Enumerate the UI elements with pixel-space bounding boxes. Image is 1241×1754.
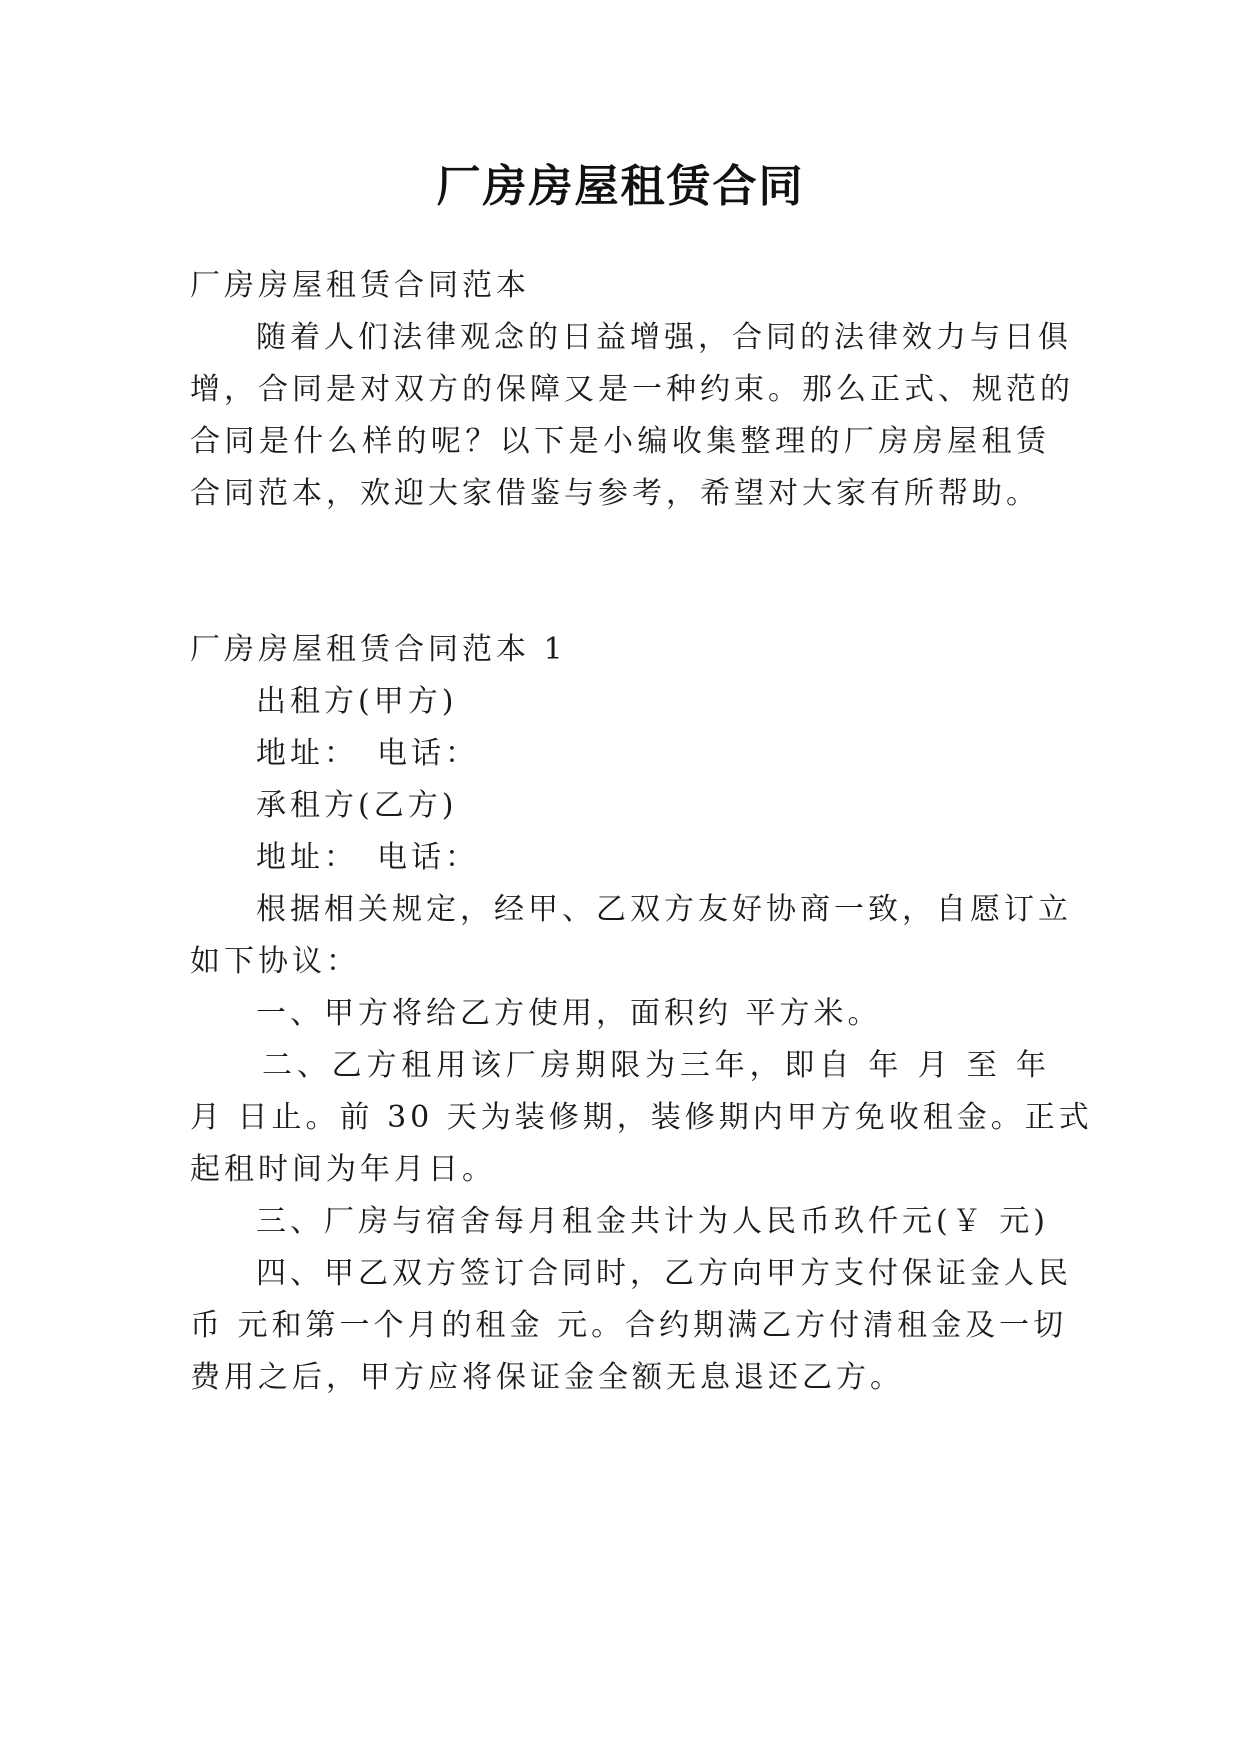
intro-heading: 厂房房屋租赁合同范本 — [190, 268, 530, 303]
document-title: 厂房房屋租赁合同 — [436, 161, 805, 212]
clause-3: 三、厂房与宿舍每月租金共计为人民币玖仟元(￥ 元) — [256, 1204, 1049, 1239]
intro-line: 合同是什么样的呢？以下是小编收集整理的厂房房屋租赁 — [190, 424, 1050, 459]
clause-2-line: 起租时间为年月日。 — [190, 1152, 496, 1187]
lessor-label: 出租方(甲方) — [256, 684, 458, 719]
lessee-label: 承租方(乙方) — [256, 788, 458, 823]
intro-line: 随着人们法律观念的日益增强，合同的法律效力与日俱 — [256, 320, 1072, 355]
clause-4-line: 费用之后，甲方应将保证金全额无息退还乙方。 — [190, 1360, 904, 1395]
intro-line: 增，合同是对双方的保障又是一种约束。那么正式、规范的 — [190, 372, 1074, 407]
section-heading: 厂房房屋租赁合同范本 1 — [190, 632, 567, 667]
clause-2-line: 二、乙方租用该厂房期限为三年，即自 年 月 至 年 — [262, 1048, 1050, 1083]
intro-line: 合同范本，欢迎大家借鉴与参考，希望对大家有所帮助。 — [190, 476, 1040, 511]
clause-4-line: 币 元和第一个月的租金 元。合约期满乙方付清租金及一切 — [190, 1308, 1068, 1343]
lessor-contact: 地址： 电话： — [256, 736, 479, 771]
lessee-contact: 地址： 电话： — [256, 840, 479, 875]
agreement-line: 根据相关规定，经甲、乙双方友好协商一致，自愿订立 — [256, 892, 1072, 927]
clause-2-line: 月 日止。前 30 天为装修期，装修期内甲方免收租金。正式 — [190, 1100, 1093, 1135]
clause-4-line: 四、甲乙双方签订合同时，乙方向甲方支付保证金人民 — [256, 1256, 1072, 1291]
agreement-line: 如下协议： — [190, 944, 360, 979]
clause-1: 一、甲方将给乙方使用，面积约 平方米。 — [256, 996, 882, 1031]
